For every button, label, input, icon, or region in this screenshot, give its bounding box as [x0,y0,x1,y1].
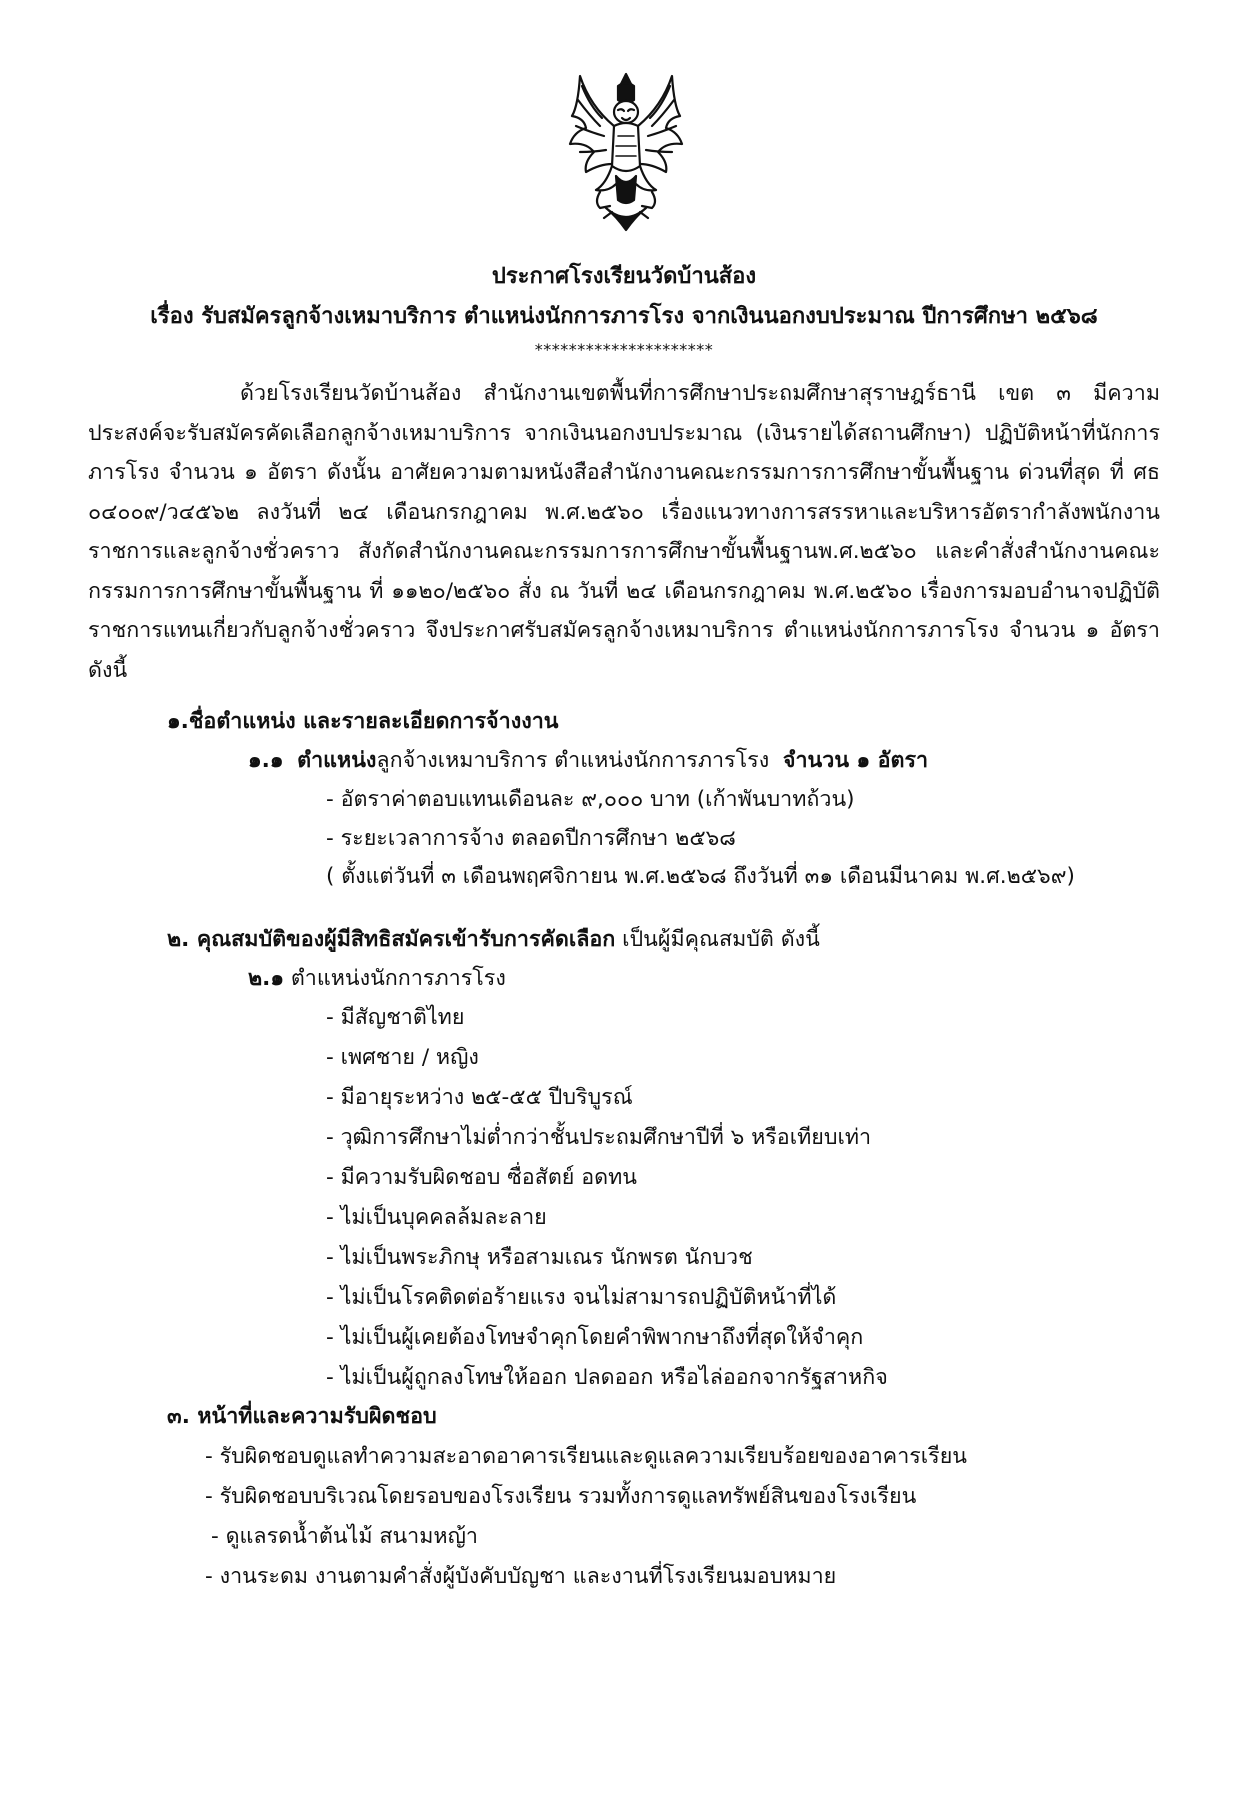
section2-sub-item [248,964,506,994]
section1-heading: ๑.ชื่อตำแหน่ง และรายละเอียดการจ้างงาน [167,709,559,734]
announcement-subject: เรื่อง รับสมัครลูกจ้างเหมาบริการ ตำแหน่งนักการภารโรง จากเงินนอกงบประมาณ ปีการศึกษา ๒๕๖๘ [150,304,1098,329]
qualification-item: - วุฒิการศึกษาไม่ต่ำกว่าชั้นประถมศึกษาปีที่ ๖ หรือเทียบเท่า [326,1125,872,1150]
intro-text: ด้วยโรงเรียนวัดบ้านส้อง สำนักงานเขตพื้นที่การศึกษาประถมศึกษาสุราษฎร์ธานี เขต ๓ มีความประสงค์จะรับสมัครคัดเลือกลูกจ้างเหมาบริการ จากเงินนอกงบประมาณ (เงินรายได้สถานศึกษา) ปฏิบัติหน้าที่นักการภารโรง จำนวน ๑ อัตรา ดังนั้น อาศัยความตามหนังสือสำนักงานคณะกรรมการการศึกษาขั้นพื้นฐาน ด่วนที่สุด ที่ ศธ ๐๔๐๐๙/ว๔๕๖๒ ลงวันที่ ๒๔ เดือนกรกฎาคม พ.ศ.๒๕๖๐ เรื่องแนวทางการสรรหาและบริหารอัตรากำลังพนักงานราชการและลูกจ้างชั่วคราว สังกัดสำนักงานคณะกรรมการการศึกษาขั้นพื้นฐานพ.ศ.๒๕๖๐ และคำสั่งสำนักงานคณะกรรมการการศึกษาขั้นพื้นฐาน ที่ ๑๑๒๐/๒๕๖๐ สั่ง ณ วันที่ ๒๔ เดือนกรกฎาคม พ.ศ.๒๕๖๐ เรื่องการมอบอำนาจปฏิบัติราชการแทนเกี่ยวกับลูกจ้างชั่วคราว จึงประกาศรับสมัครลูกจ้างเหมาบริการ ตำแหน่งนักการภารโรง จำนวน ๑ อัตรา ดังนี้ [88,381,1160,683]
announcement-title: ประกาศโรงเรียนวัดบ้านส้อง [491,264,757,289]
duty-item: - ดูแลรดน้ำต้นไม้ สนามหญ้า [211,1524,478,1549]
duty-item: - รับผิดชอบบริเวณโดยรอบของโรงเรียน รวมทั้งการดูแลทรัพย์สินของโรงเรียน [205,1484,917,1509]
qualification-item: - มีสัญชาติไทย [326,1005,465,1030]
qualification-item: - ไม่เป็นพระภิกษุ หรือสามเณร นักพรต นักบวช [326,1245,753,1270]
section1-sub-label: ตำแหน่ง [297,748,377,773]
section2-heading: ๒. คุณสมบัติของผู้มีสิทธิสมัครเข้ารับการคัดเลือก [167,927,616,952]
qualification-item: - ไม่เป็นโรคติดต่อร้ายแรง จนไม่สามารถปฏิบัติหน้าที่ได้ [326,1285,837,1310]
qualification-item: - มีความรับผิดชอบ ซื่อสัตย์ อดทน [326,1165,637,1190]
section2-heading-tail: เป็นผู้มีคุณสมบัติ ดังนี้ [615,927,820,952]
qualification-item: - ไม่เป็นบุคคลล้มละลาย [326,1205,547,1230]
section1-sub-number: ๑.๑ [248,748,284,773]
intro-paragraph [88,374,1160,690]
section1-sub-count: จำนวน ๑ อัตรา [782,748,929,773]
section1-sub-text: ลูกจ้างเหมาบริการ ตำแหน่งนักการภารโรง [376,748,770,773]
detail-period: - ระยะเวลาการจ้าง ตลอดปีการศึกษา ๒๕๖๘ [326,826,736,851]
qualification-item: - ไม่เป็นผู้ถูกลงโทษให้ออก ปลดออก หรือไล่ออกจากรัฐสาหกิจ [326,1365,888,1390]
section1-sub-item [248,746,928,776]
section2-heading-line [167,925,820,955]
qualification-item: - เพศชาย / หญิง [326,1045,479,1070]
section3-heading: ๓. หน้าที่และความรับผิดชอบ [167,1404,437,1429]
qualification-item: - ไม่เป็นผู้เคยต้องโทษจำคุกโดยคำพิพากษาถึงที่สุดให้จำคุก [326,1325,864,1350]
qualification-item: - มีอายุระหว่าง ๒๕-๕๕ ปีบริบูรณ์ [326,1085,633,1110]
detail-rate: - อัตราค่าตอบแทนเดือนละ ๙,๐๐๐ บาท (เก้าพันบาทถ้วน) [326,787,855,812]
duty-item: - งานระดม งานตามคำสั่งผู้บังคับบัญชา และงานที่โรงเรียนมอบหมาย [205,1564,837,1589]
duty-item: - รับผิดชอบดูแลทำความสะอาดอาคารเรียนและดูแลความเรียบร้อยของอาคารเรียน [205,1444,968,1469]
detail-dates: ( ตั้งแต่วันที่ ๓ เดือนพฤศจิกายน พ.ศ.๒๕๖๘ ถึงวันที่ ๓๑ เดือนมีนาคม พ.ศ.๒๕๖๙) [326,864,1075,889]
title-separator: ********************* [534,340,714,359]
section2-sub-number: ๒.๑ [248,966,284,991]
section2-sub-text: ตำแหน่งนักการภารโรง [284,966,506,991]
garuda-emblem-icon [560,66,692,234]
